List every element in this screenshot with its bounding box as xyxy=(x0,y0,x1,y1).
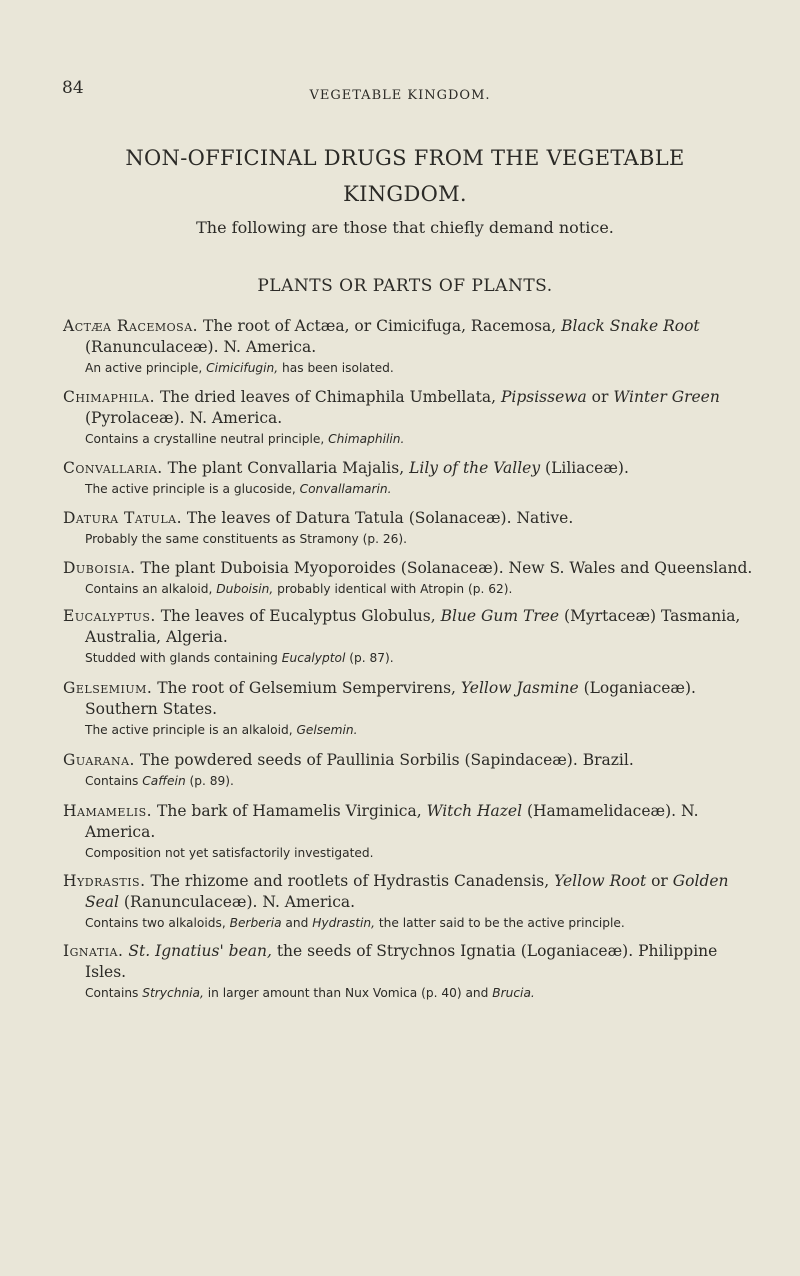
entry-headword: Datura Tatula. xyxy=(63,509,182,527)
note-text: Contains a crystalline neutral principle, xyxy=(85,432,329,446)
entries-list xyxy=(63,316,758,1001)
entry-note xyxy=(63,845,758,861)
entry-italic-text: St. Ignatius' bean, xyxy=(128,942,272,960)
section-heading: PLANTS OR PARTS OF PLANTS. xyxy=(257,276,553,296)
note-text: The active principle is an alkaloid, xyxy=(85,723,297,737)
note-text: in larger amount than Nux Vomica (p. 40) and xyxy=(203,986,493,1000)
note-text: The active principle is a glucoside, xyxy=(85,482,300,496)
entry-italic-text: Pipsissewa xyxy=(500,388,587,406)
entry-description xyxy=(63,606,758,648)
entry-text: The leaves of Datura Tatula (Solanaceæ). Native. xyxy=(182,509,574,527)
drug-entry xyxy=(63,316,758,376)
page-title-line-2: KINGDOM. xyxy=(343,182,467,206)
entry-text: The plant Convallaria Majalis, xyxy=(162,459,410,477)
running-head: VEGETABLE KINGDOM. xyxy=(309,88,491,103)
entry-text: The bark of Hamamelis Virginica, xyxy=(152,802,427,820)
entry-italic-text: Yellow Jasmine xyxy=(460,679,579,697)
entry-text: The rhizome and rootlets of Hydrastis Canadensis, xyxy=(145,872,555,890)
intro-text: The following are those that chiefly demand notice. xyxy=(196,218,614,237)
drug-entry xyxy=(63,606,758,666)
drug-entry xyxy=(63,558,758,597)
note-text: Composition not yet satisfactorily investigated. xyxy=(85,846,374,860)
drug-entry xyxy=(63,508,758,547)
note-text: An active principle, xyxy=(85,361,207,375)
page-title xyxy=(60,140,750,212)
page-title-line-1: NON-OFFICINAL DRUGS FROM THE VEGETABLE xyxy=(125,146,685,170)
entry-text: (Ranunculaceæ). N. America. xyxy=(119,893,356,911)
note-text: Contains xyxy=(85,774,143,788)
entry-text: The powdered seeds of Paullinia Sorbilis (Sapindaceæ). Brazil. xyxy=(134,751,634,769)
note-text: Contains two alkaloids, xyxy=(85,916,230,930)
entry-note xyxy=(63,360,758,376)
entry-text: The root of Gelsemium Sempervirens, xyxy=(152,679,461,697)
entry-note xyxy=(63,581,758,597)
entry-italic-text: Golden Seal xyxy=(85,872,729,911)
entry-description xyxy=(63,941,758,983)
entry-note xyxy=(63,773,758,789)
note-italic-text: Eucalyptol xyxy=(281,651,346,665)
drug-entry xyxy=(63,801,758,861)
drug-entry xyxy=(63,871,758,931)
note-italic-text: Caffein xyxy=(142,774,186,788)
entry-description xyxy=(63,508,758,529)
entry-text: The dried leaves of Chimaphila Umbellata, xyxy=(155,388,501,406)
entry-headword: Duboisia. xyxy=(63,559,136,577)
note-text: the latter said to be the active principle. xyxy=(374,916,625,930)
note-text: Contains xyxy=(85,986,143,1000)
note-text: Studded with glands containing xyxy=(85,651,282,665)
entry-note xyxy=(63,722,758,738)
note-italic-text: Strychnia, xyxy=(142,986,204,1000)
entry-text: (Hamamelidaceæ). N. America. xyxy=(85,802,699,841)
drug-entry xyxy=(63,458,758,497)
entry-text: (Liliaceæ). xyxy=(540,459,629,477)
note-italic-text: Brucia. xyxy=(492,986,535,1000)
entry-italic-text: Blue Gum Tree xyxy=(440,607,560,625)
entry-text: (Myrtaceæ) Tasmania, Australia, Algeria. xyxy=(85,607,741,646)
entry-description xyxy=(63,387,758,429)
note-text: (p. 89). xyxy=(185,774,234,788)
drug-entry xyxy=(63,678,758,738)
entry-note xyxy=(63,650,758,666)
note-text: Contains an alkaloid, xyxy=(85,582,217,596)
entry-description xyxy=(63,316,758,358)
entry-text: or xyxy=(646,872,673,890)
entry-description xyxy=(63,750,758,771)
entry-text: The leaves of Eucalyptus Globulus, xyxy=(155,607,441,625)
note-italic-text: Duboisin, xyxy=(216,582,274,596)
note-italic-text: Berberia xyxy=(229,916,282,930)
entry-note xyxy=(63,985,758,1001)
note-italic-text: Convallamarin. xyxy=(299,482,392,496)
note-text: Probably the same constituents as Stramony (p. 26). xyxy=(85,532,408,546)
entry-description xyxy=(63,558,758,579)
entry-italic-text: Black Snake Root xyxy=(561,317,700,335)
entry-italic-text: Lily of the Valley xyxy=(409,459,541,477)
entry-headword: Chimaphila. xyxy=(63,388,156,406)
entry-text: The plant Duboisia Myoporoides (Solanaceæ). New S. Wales and Queensland. xyxy=(135,559,753,577)
note-italic-text: Hydrastin, xyxy=(312,916,375,930)
entry-description xyxy=(63,678,758,720)
entry-text: (Pyrolaceæ). N. America. xyxy=(85,409,283,427)
entry-headword: Actæa Racemosa. xyxy=(63,317,199,335)
note-italic-text: Chimaphilin. xyxy=(328,432,405,446)
entry-note xyxy=(63,915,758,931)
entry-text: the seeds of Strychnos Ignatia (Loganiaceæ). Philippine Isles. xyxy=(85,942,718,981)
drug-entry xyxy=(63,750,758,789)
entry-headword: Guarana. xyxy=(63,751,135,769)
entry-headword: Hydrastis. xyxy=(63,872,146,890)
drug-entry xyxy=(63,941,758,1001)
note-text: probably identical with Atropin (p. 62). xyxy=(273,582,513,596)
note-text: has been isolated. xyxy=(278,361,394,375)
entry-headword: Convallaria. xyxy=(63,459,163,477)
note-text: (p. 87). xyxy=(345,651,394,665)
note-italic-text: Gelsemin. xyxy=(296,723,358,737)
entry-italic-text: Witch Hazel xyxy=(426,802,523,820)
entry-italic-text: Yellow Root xyxy=(554,872,647,890)
entry-note xyxy=(63,531,758,547)
entry-italic-text: Winter Green xyxy=(613,388,720,406)
entry-text: (Ranunculaceæ). N. America. xyxy=(85,338,317,356)
entry-headword: Hamamelis. xyxy=(63,802,153,820)
entry-headword: Gelsemium. xyxy=(63,679,153,697)
note-text: and xyxy=(281,916,313,930)
drug-entry xyxy=(63,387,758,447)
entry-headword: Ignatia. xyxy=(63,942,124,960)
note-italic-text: Cimicifugin, xyxy=(206,361,279,375)
entry-headword: Eucalyptus. xyxy=(63,607,156,625)
entry-note xyxy=(63,481,758,497)
entry-description xyxy=(63,871,758,913)
entry-description xyxy=(63,458,758,479)
entry-text: (Loganiaceæ). Southern States. xyxy=(85,679,696,718)
entry-text: The root of Actæa, or Cimicifuga, Racemosa, xyxy=(198,317,562,335)
entry-note xyxy=(63,431,758,447)
page-number: 84 xyxy=(62,78,84,98)
entry-text: or xyxy=(586,388,614,406)
entry-description xyxy=(63,801,758,843)
